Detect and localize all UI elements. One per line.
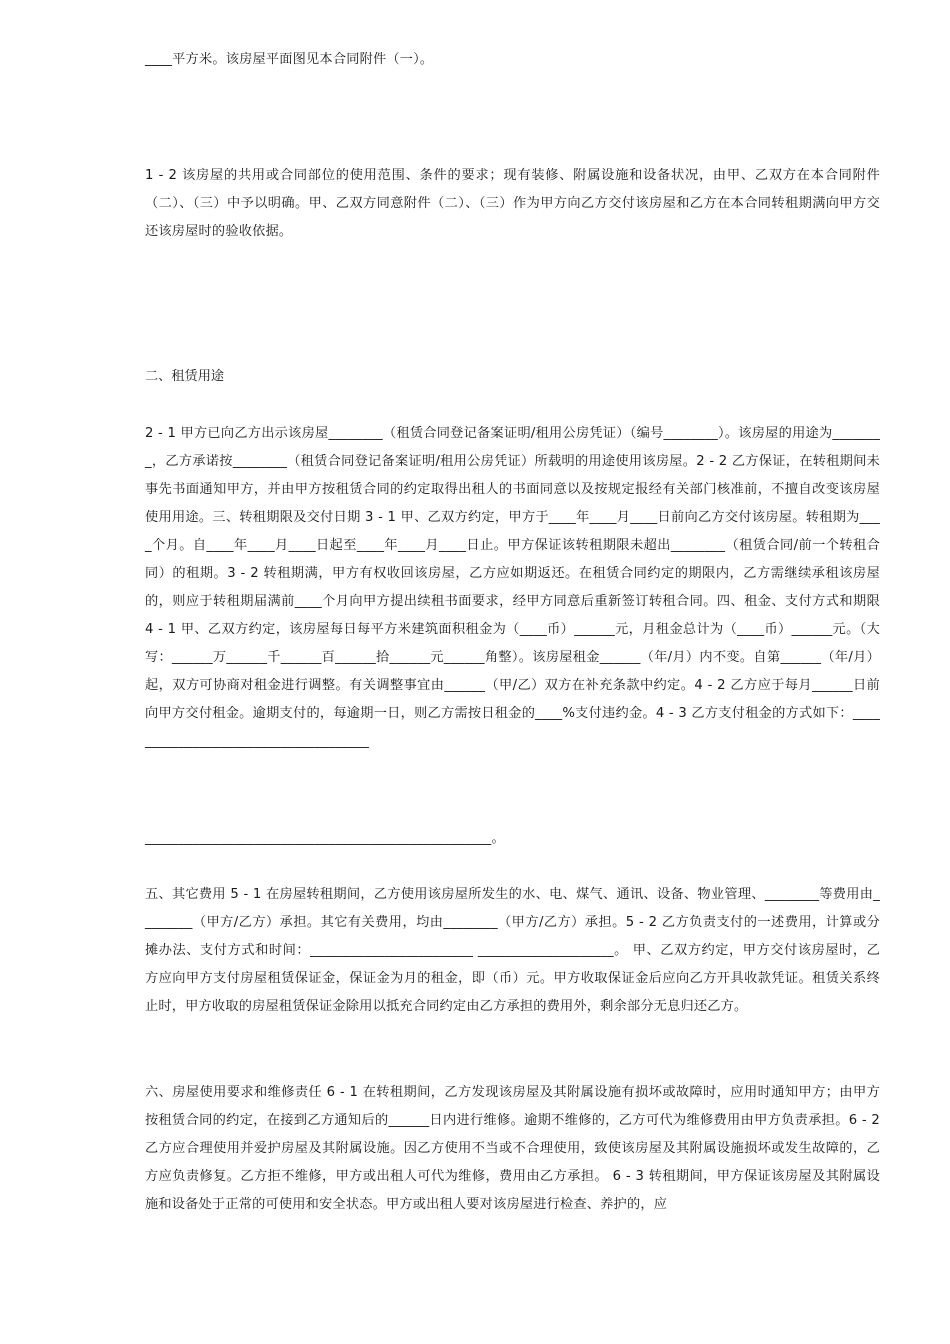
- paragraph-clauses-2-to-4: 2 - 1 甲方已向乙方出示该房屋________（租赁合同登记备案证明/租用公房凭证）（编号________）。该房屋的用途为________，乙方承诺按________（租赁合同登记备案证明/租用公房凭证）所载明的用途使用该房屋。2 - 2 乙方保证，在转租期间未事先书面通知甲方，并由甲方按租赁合同的约定取得出租人的书面同意以及按规定报经有关部门核准前，不擅自改变该房屋使用用途。三、转租期限及交付日期 3 - 1 甲、乙双方约定，甲方于____年____月____日前向乙方交付该房屋。转租期为____个月。自____年____月____日起至____年____月____日止。甲方保证该转租期限未超出________（租赁合同/前一个转租合同）的租期。3 - 2 转租期满，甲方有权收回该房屋，乙方应如期返还。在租赁合同约定的期限内，乙方需继续承租该房屋的，则应于转租期届满前____个月向甲方提出续租书面要求，经甲方同意后重新签订转租合同。四、租金、支付方式和期限 4 - 1 甲、乙双方约定，该房屋每日每平方米建筑面积租金为（____币）______元，月租金总计为（____币）______元。（大写：______万______千______百______拾______元______角整）。该房屋租金______（年/月）内不变。自第______（年/月）起，双方可协商对租金进行调整。有关调整事宜由______（甲/乙）双方在补充条款中约定。4 - 2 乙方应于每月______日前向甲方交付租金。逾期支付的，每逾期一日，则乙方需按日租金的____%支付违约金。4 - 3 乙方支付租金的方式如下：_____________________________________: [145, 426, 880, 749]
- paragraph-clause-1-2: 1 - 2 该房屋的共用或合同部位的使用范围、条件的要求；现有装修、附属设施和设备状况，由甲、乙双方在本合同附件（二）、（三）中予以明确。甲、乙双方同意附件（二）、（三）作为甲方向乙方交付该房屋和乙方在本合同转租期满向甲方交还该房屋时的验收依据。: [145, 168, 880, 239]
- paragraph-section-6-maintenance: 六、房屋使用要求和维修责任 6 - 1 在转租期间，乙方发现该房屋及其附属设施有损坏或故障时，应用时通知甲方；由甲方按租赁合同的约定，在接到乙方通知后的______日内进行维修。逾期不维修的，乙方可代为维修费用由甲方负责承担。6 - 2 乙方应合理使用并爱护房屋及其附属设施。因乙方使用不当或不合理使用，致使该房屋及其附属设施损坏或发生故障的，乙方应负责修复。乙方拒不维修，甲方或出租人可代为维修，费用由乙方承担。 6 - 3 转租期间，甲方保证该房屋及其附属设施和设备处于正常的可使用和安全状态。甲方或出租人要对该房屋进行检查、养护的，应: [145, 1085, 880, 1212]
- paragraph-payment-blank-line: ___________________________________________________。: [145, 831, 505, 846]
- section-heading-rental-purpose: 二、租赁用途: [145, 369, 225, 384]
- paragraph-section-5-other-fees: 五、其它费用 5 - 1 在房屋转租期间，乙方使用该房屋所发生的水、电、煤气、通讯、设备、物业管理、________等费用由________（甲方/乙方）承担。其它有关费用，均由________（甲方/乙方）承担。5 - 2 乙方负责支付的一述费用，计算或分摊办法、支付方式和时间：________________________ ____________________。 甲、乙双方约定，甲方交付该房屋时，乙方应向甲方支付房屋租赁保证金，保证金为月的租金，即（币）元。甲方收取保证金后应向乙方开具收款凭证。租赁关系终止时，甲方收取的房屋租赁保证金除用以抵充合同约定由乙方承担的费用外，剩余部分无息归还乙方。: [145, 887, 880, 1014]
- paragraph-area-note: ____平方米。该房屋平面图见本合同附件（一）。: [145, 52, 434, 67]
